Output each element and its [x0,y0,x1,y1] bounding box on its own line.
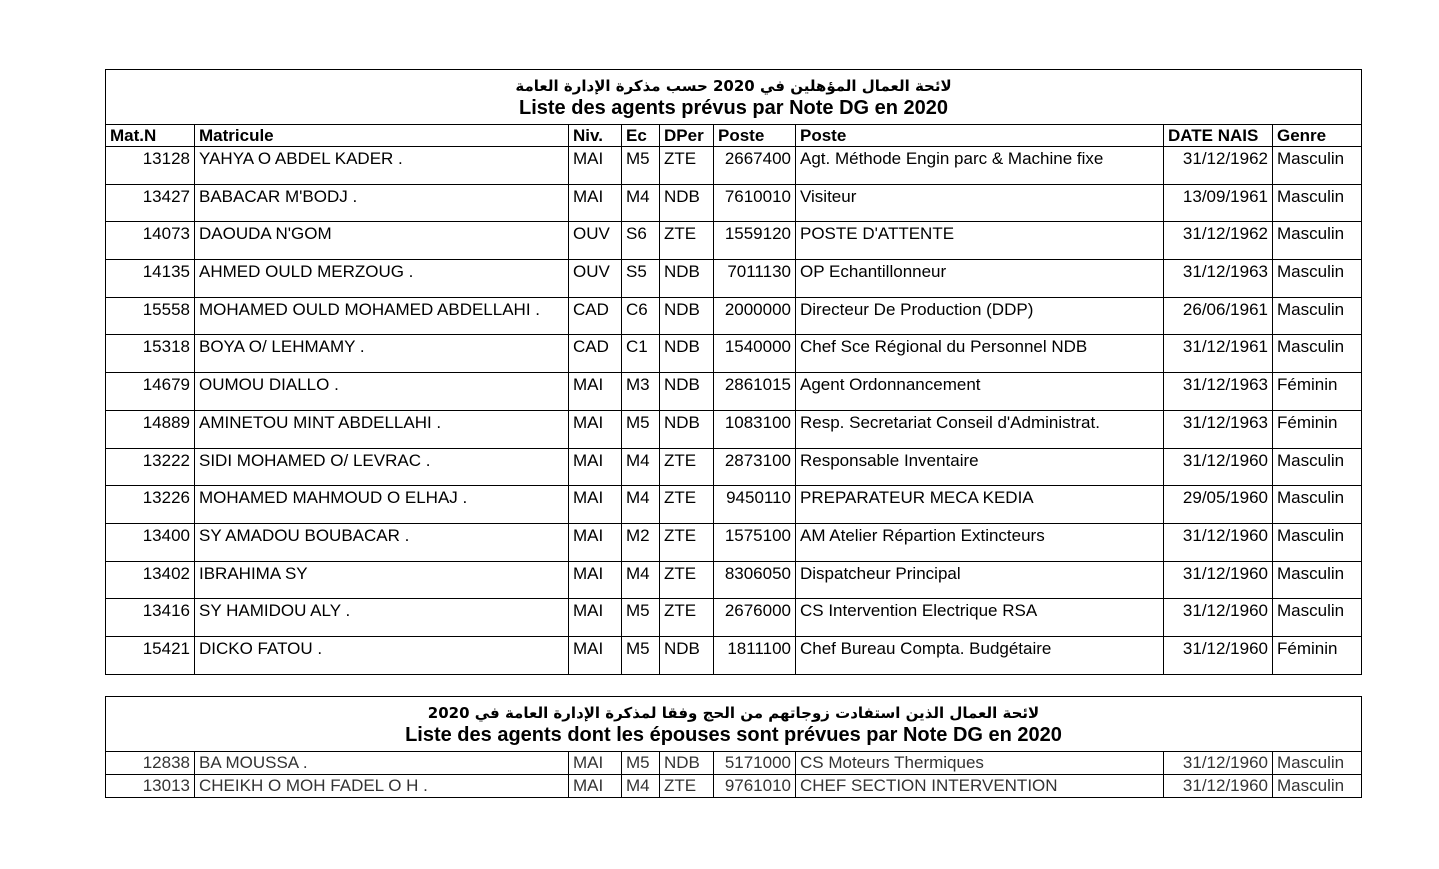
cell-poste-code: 2667400 [714,147,796,185]
cell-genre: Masculin [1273,775,1362,798]
cell-poste-label: CS Moteurs Thermiques [796,752,1164,775]
cell-ec: M2 [622,523,660,561]
title-french: Liste des agents dont les épouses sont prévues par Note DG en 2020 [405,724,1062,746]
cell-poste-label: Responsable Inventaire [796,448,1164,486]
table-row [106,410,1362,448]
cell-date-nais: 31/12/1960 [1164,775,1273,798]
cell-niv: CAD [569,297,622,335]
cell-ec: M4 [622,448,660,486]
cell-matricule: MOHAMED MAHMOUD O ELHAJ . [195,486,569,524]
cell-niv: MAI [569,752,622,775]
cell-niv: MAI [569,184,622,222]
table-title [106,697,1362,752]
cell-genre: Masculin [1273,335,1362,373]
cell-genre: Masculin [1273,752,1362,775]
cell-date-nais: 31/12/1960 [1164,752,1273,775]
cell-mat-n: 14679 [106,373,195,411]
table-row [106,486,1362,524]
cell-niv: MAI [569,599,622,637]
cell-genre: Féminin [1273,636,1362,674]
cell-matricule: IBRAHIMA SY [195,561,569,599]
table-row [106,184,1362,222]
cell-niv: MAI [569,147,622,185]
agents-table-2020 [105,69,1362,675]
cell-date-nais: 31/12/1960 [1164,561,1273,599]
cell-dper: NDB [660,260,714,298]
table-body [106,147,1362,675]
cell-ec: M5 [622,147,660,185]
cell-niv: MAI [569,775,622,798]
cell-date-nais: 29/05/1960 [1164,486,1273,524]
cell-ec: M4 [622,775,660,798]
table-row [106,297,1362,335]
cell-mat-n: 15421 [106,636,195,674]
cell-dper: NDB [660,752,714,775]
cell-date-nais: 26/06/1961 [1164,297,1273,335]
cell-genre: Masculin [1273,222,1362,260]
cell-matricule: AHMED OULD MERZOUG . [195,260,569,298]
cell-poste-code: 5171000 [714,752,796,775]
cell-niv: MAI [569,448,622,486]
header-genre: Genre [1273,125,1362,147]
cell-poste-label: OP Echantillonneur [796,260,1164,298]
cell-matricule: SY AMADOU BOUBACAR . [195,523,569,561]
table-row [106,448,1362,486]
cell-genre: Masculin [1273,599,1362,637]
cell-dper: NDB [660,335,714,373]
cell-date-nais: 31/12/1963 [1164,373,1273,411]
header-mat-n: Mat.N [106,125,195,147]
cell-poste-code: 2000000 [714,297,796,335]
cell-dper: NDB [660,373,714,411]
cell-matricule: YAHYA O ABDEL KADER . [195,147,569,185]
table-body [106,752,1362,798]
cell-dper: ZTE [660,561,714,599]
cell-niv: MAI [569,561,622,599]
cell-dper: ZTE [660,775,714,798]
header-dper: DPer [660,125,714,147]
cell-ec: S5 [622,260,660,298]
cell-poste-code: 9450110 [714,486,796,524]
cell-matricule: BABACAR M'BODJ . [195,184,569,222]
cell-genre: Masculin [1273,448,1362,486]
cell-matricule: BOYA O/ LEHMAMY . [195,335,569,373]
cell-genre: Féminin [1273,373,1362,411]
cell-date-nais: 13/09/1961 [1164,184,1273,222]
cell-poste-label: Agent Ordonnancement [796,373,1164,411]
cell-ec: M3 [622,373,660,411]
cell-ec: M5 [622,599,660,637]
cell-date-nais: 31/12/1960 [1164,599,1273,637]
cell-poste-label: Chef Bureau Compta. Budgétaire [796,636,1164,674]
cell-ec: M4 [622,184,660,222]
table-row [106,561,1362,599]
cell-date-nais: 31/12/1960 [1164,523,1273,561]
table-row [106,752,1362,775]
cell-poste-code: 2676000 [714,599,796,637]
header-ec: Ec [622,125,660,147]
cell-date-nais: 31/12/1963 [1164,410,1273,448]
cell-mat-n: 13226 [106,486,195,524]
cell-ec: M4 [622,486,660,524]
cell-poste-label: AM Atelier Répartion Extincteurs [796,523,1164,561]
cell-niv: MAI [569,410,622,448]
cell-niv: MAI [569,373,622,411]
cell-poste-code: 8306050 [714,561,796,599]
cell-date-nais: 31/12/1960 [1164,636,1273,674]
cell-date-nais: 31/12/1963 [1164,260,1273,298]
cell-date-nais: 31/12/1962 [1164,222,1273,260]
cell-poste-code: 7610010 [714,184,796,222]
table-row [106,523,1362,561]
cell-poste-label: Resp. Secretariat Conseil d'Administrat. [796,410,1164,448]
cell-dper: ZTE [660,486,714,524]
cell-dper: NDB [660,297,714,335]
cell-mat-n: 13222 [106,448,195,486]
cell-matricule: MOHAMED OULD MOHAMED ABDELLAHI . [195,297,569,335]
cell-poste-code: 2861015 [714,373,796,411]
cell-genre: Masculin [1273,297,1362,335]
cell-mat-n: 13400 [106,523,195,561]
cell-dper: NDB [660,636,714,674]
cell-matricule: DAOUDA N'GOM [195,222,569,260]
cell-matricule: BA MOUSSA . [195,752,569,775]
cell-dper: ZTE [660,147,714,185]
table-row [106,335,1362,373]
table-row [106,599,1362,637]
cell-poste-label: PREPARATEUR MECA KEDIA [796,486,1164,524]
cell-niv: MAI [569,523,622,561]
cell-ec: C6 [622,297,660,335]
cell-poste-code: 9761010 [714,775,796,798]
cell-mat-n: 14135 [106,260,195,298]
cell-mat-n: 14889 [106,410,195,448]
cell-mat-n: 12838 [106,752,195,775]
spouses-table-2020 [105,696,1362,798]
cell-matricule: SY HAMIDOU ALY . [195,599,569,637]
title-french: Liste des agents prévus par Note DG en 2020 [519,97,949,119]
cell-genre: Féminin [1273,410,1362,448]
cell-poste-code: 2873100 [714,448,796,486]
cell-genre: Masculin [1273,486,1362,524]
cell-poste-code: 1575100 [714,523,796,561]
cell-poste-code: 1559120 [714,222,796,260]
header-date-nais: DATE NAIS [1164,125,1273,147]
cell-genre: Masculin [1273,260,1362,298]
cell-poste-code: 1811100 [714,636,796,674]
cell-genre: Masculin [1273,523,1362,561]
cell-poste-code: 1540000 [714,335,796,373]
table-row [106,775,1362,798]
cell-ec: M5 [622,410,660,448]
cell-dper: ZTE [660,222,714,260]
cell-niv: OUV [569,260,622,298]
table-row [106,147,1362,185]
cell-mat-n: 13427 [106,184,195,222]
cell-matricule: SIDI MOHAMED O/ LEVRAC . [195,448,569,486]
cell-mat-n: 13013 [106,775,195,798]
cell-matricule: OUMOU DIALLO . [195,373,569,411]
table-row [106,222,1362,260]
cell-poste-label: Chef Sce Régional du Personnel NDB [796,335,1164,373]
cell-niv: MAI [569,636,622,674]
cell-poste-code: 1083100 [714,410,796,448]
table-row [106,636,1362,674]
title-arabic: لائحة العمال المؤهلين في 2020 حسب مذكرة الإدارة العامة [515,77,952,95]
table-row [106,260,1362,298]
cell-mat-n: 13128 [106,147,195,185]
cell-dper: ZTE [660,448,714,486]
cell-genre: Masculin [1273,184,1362,222]
cell-niv: OUV [569,222,622,260]
cell-matricule: DICKO FATOU . [195,636,569,674]
title-arabic: لائحة العمال الذين استفادت زوجاتهم من الحج وفقا لمذكرة الإدارة العامة في 2020 [427,704,1040,722]
header-matricule: Matricule [195,125,569,147]
cell-mat-n: 14073 [106,222,195,260]
cell-ec: M4 [622,561,660,599]
cell-poste-code: 7011130 [714,260,796,298]
cell-mat-n: 13402 [106,561,195,599]
cell-matricule: CHEIKH O MOH FADEL O H . [195,775,569,798]
cell-mat-n: 15318 [106,335,195,373]
cell-niv: CAD [569,335,622,373]
header-poste-code: Poste [714,125,796,147]
cell-date-nais: 31/12/1962 [1164,147,1273,185]
header-niv: Niv. [569,125,622,147]
cell-dper: NDB [660,184,714,222]
cell-dper: ZTE [660,599,714,637]
cell-dper: ZTE [660,523,714,561]
cell-date-nais: 31/12/1960 [1164,448,1273,486]
cell-matricule: AMINETOU MINT ABDELLAHI . [195,410,569,448]
cell-poste-label: POSTE D'ATTENTE [796,222,1164,260]
cell-ec: S6 [622,222,660,260]
cell-niv: MAI [569,486,622,524]
header-row [106,125,1362,147]
cell-date-nais: 31/12/1961 [1164,335,1273,373]
cell-genre: Masculin [1273,147,1362,185]
cell-poste-label: Dispatcheur Principal [796,561,1164,599]
cell-ec: C1 [622,335,660,373]
cell-poste-label: CS Intervention Electrique RSA [796,599,1164,637]
cell-dper: NDB [660,410,714,448]
cell-poste-label: Agt. Méthode Engin parc & Machine fixe [796,147,1164,185]
cell-ec: M5 [622,636,660,674]
cell-mat-n: 15558 [106,297,195,335]
cell-poste-label: Visiteur [796,184,1164,222]
cell-ec: M5 [622,752,660,775]
cell-poste-label: CHEF SECTION INTERVENTION [796,775,1164,798]
cell-poste-label: Directeur De Production (DDP) [796,297,1164,335]
header-poste-label: Poste [796,125,1164,147]
table-title [106,70,1362,125]
cell-mat-n: 13416 [106,599,195,637]
cell-genre: Masculin [1273,561,1362,599]
table-row [106,373,1362,411]
